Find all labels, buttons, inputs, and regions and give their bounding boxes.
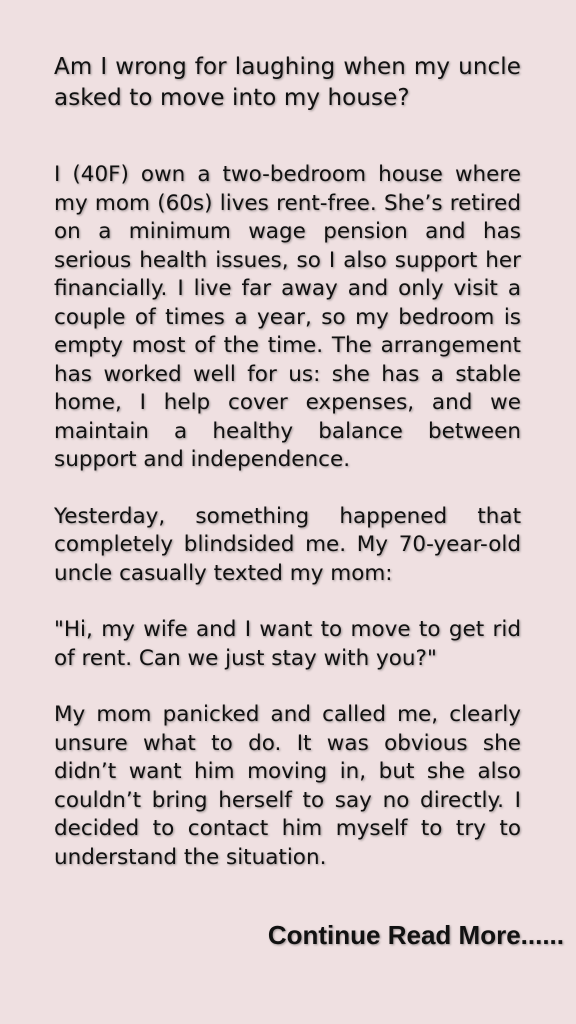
article-title: Am I wrong for laughing when my uncle asked to move into my house? (54, 54, 521, 111)
paragraph-uncle-text: "Hi, my wife and I want to move to get rid of rent. Can we just stay with you?" (54, 617, 521, 671)
paragraph-intro: I (40F) own a two-bedroom house where my mom (60s) lives rent-free. She’s retired on a minimum wage pension and has serious health issues, so I also support her financially. I live far away and only visit a couple of times a year, so my bedroom is empty most of the time. The arrangement has worked well for us: she has a stable home, I help cover expenses, and we maintain a healthy balance between support and independence. (54, 162, 521, 472)
paragraph-incident: Yesterday, something happened that completely blindsided me. My 70-year-old uncle casually texted my mom: (54, 503, 521, 586)
continue-read-more-link[interactable]: Continue Read More...... (267, 920, 564, 950)
paragraph-mom-reaction: My mom panicked and called me, clearly unsure what to do. It was obvious she didn’t want him moving in, but she also couldn’t bring herself to say no directly. I decided to contact him myself to try to understand the situation. (54, 702, 521, 870)
article (54, 52, 521, 872)
